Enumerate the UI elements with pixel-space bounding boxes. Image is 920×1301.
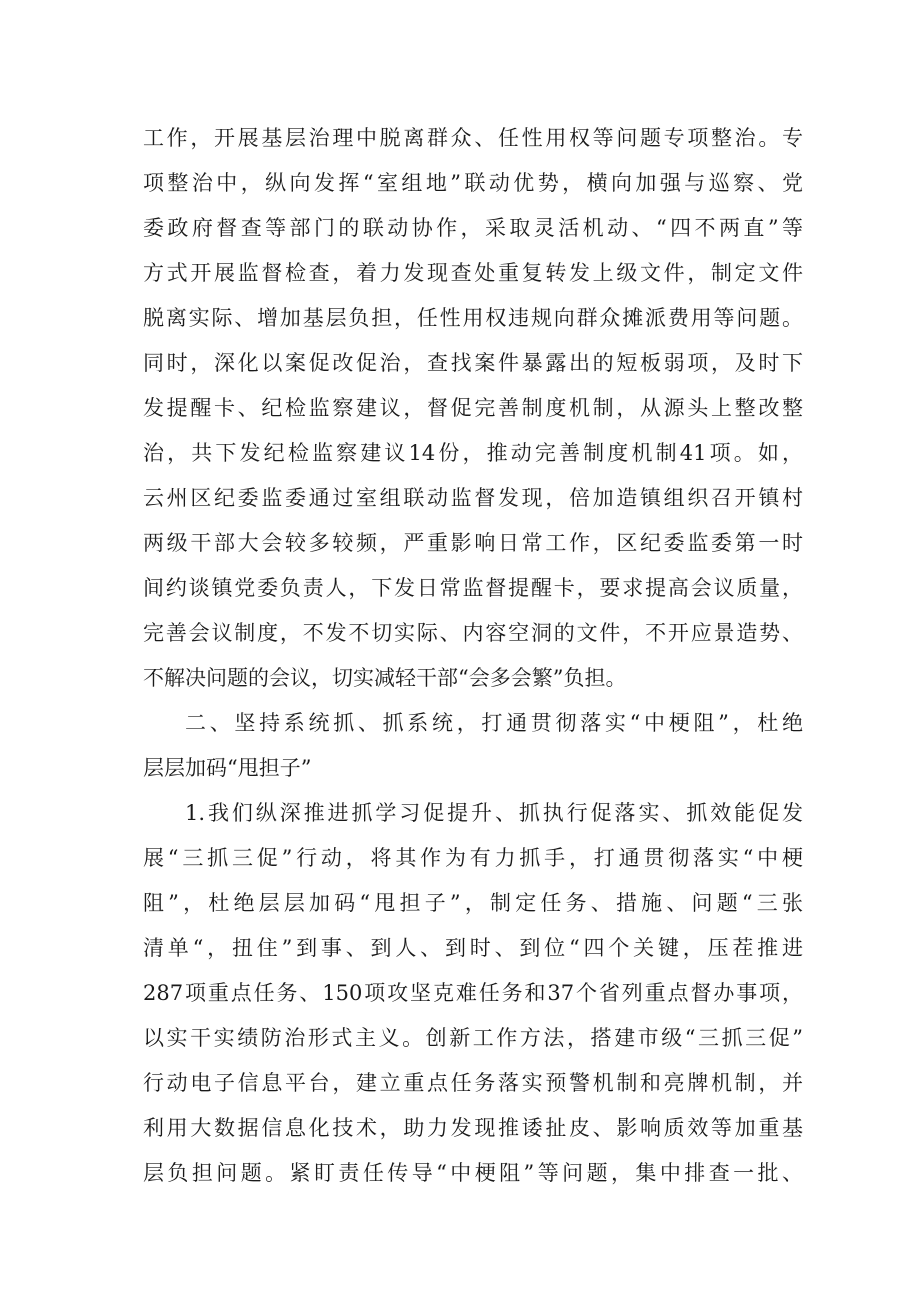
text-line: 方式开展监督检查，着力发现查处重复转发上级文件，制定文件 xyxy=(143,261,803,285)
text-line: 不解决问题的会议，切实减轻干部“会多会繁”负担。 xyxy=(143,666,627,690)
text-line: 287项重点任务、150项攻坚克难任务和37个省列重点督办事项， xyxy=(143,981,803,1005)
text-line: 1.我们纵深推进抓学习促提升、抓执行促落实、抓效能促发 xyxy=(185,801,803,825)
text-line: 两级干部大会较多较频，严重影响日常工作，区纪委监委第一时 xyxy=(143,531,803,555)
text-line: 治，共下发纪检监察建议14份，推动完善制度机制41项。如， xyxy=(143,441,803,465)
text-line: 云州区纪委监委通过室组联动监督发现，倍加造镇组织召开镇村 xyxy=(143,486,803,510)
text-line: 展“三抓三促”行动，将其作为有力抓手，打通贯彻落实“中梗 xyxy=(143,846,803,870)
text-line: 利用大数据信息化技术，助力发现推诿扯皮、影响质效等加重基 xyxy=(143,1116,803,1140)
text-line: 发提醒卡、纪检监察建议，督促完善制度机制，从源头上整改整 xyxy=(143,396,803,420)
text-line: 脱离实际、增加基层负担，任性用权违规向群众摊派费用等问题。 xyxy=(143,306,803,330)
text-line: 工作，开展基层治理中脱离群众、任性用权等问题专项整治。专 xyxy=(143,126,803,150)
text-line: 项整治中，纵向发挥“室组地”联动优势，横向加强与巡察、党 xyxy=(143,171,803,195)
text-line: 清单“，扭住”到事、到人、到时、到位“四个关键，压茬推进 xyxy=(143,936,803,960)
text-line: 层负担问题。紧盯责任传导“中梗阻”等问题，集中排查一批、 xyxy=(143,1161,803,1185)
heading-line: 层层加码“甩担子” xyxy=(143,756,312,780)
text-line: 完善会议制度，不发不切实际、内容空洞的文件，不开应景造势、 xyxy=(143,621,803,645)
text-line: 行动电子信息平台，建立重点任务落实预警机制和亮牌机制，并 xyxy=(143,1071,803,1095)
text-line: 以实干实绩防治形式主义。创新工作方法，搭建市级“三抓三促” xyxy=(143,1026,803,1050)
paragraph-2 xyxy=(143,791,803,1196)
paragraph-1 xyxy=(143,116,803,701)
section-heading xyxy=(143,701,803,791)
document-body xyxy=(143,116,803,1196)
text-line: 同时，深化以案促改促治，查找案件暴露出的短板弱项，及时下 xyxy=(143,351,803,375)
heading-line: 二、坚持系统抓、抓系统，打通贯彻落实“中梗阻”，杜绝 xyxy=(185,711,803,735)
text-line: 间约谈镇党委负责人，下发日常监督提醒卡，要求提高会议质量， xyxy=(143,576,803,600)
text-line: 阻”，杜绝层层加码“甩担子”，制定任务、措施、问题“三张 xyxy=(143,891,803,915)
text-line: 委政府督查等部门的联动协作，采取灵活机动、“四不两直”等 xyxy=(143,216,803,240)
